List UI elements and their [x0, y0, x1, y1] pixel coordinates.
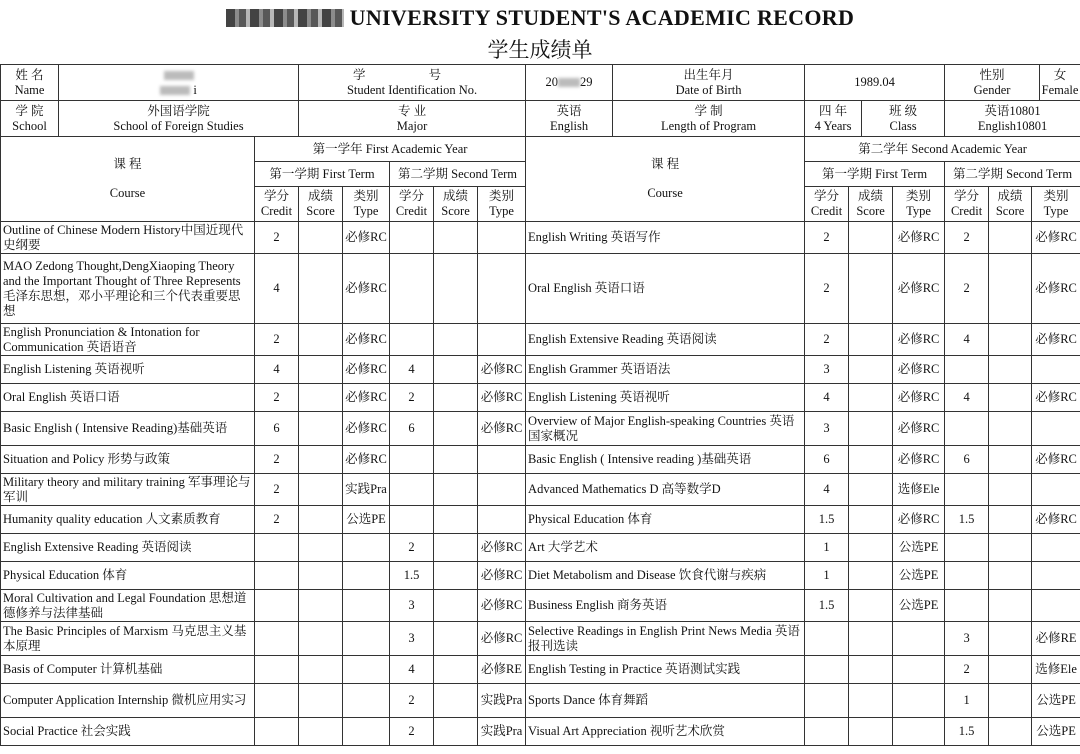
course-name-right: Business English 商务英语	[526, 590, 805, 622]
cell-credit: 6	[945, 446, 989, 474]
cell-score	[434, 324, 478, 356]
course-name-left: Outline of Chinese Modern History中国近现代史纲要	[1, 222, 255, 254]
cell-credit: 2	[255, 506, 299, 534]
cell-credit	[390, 446, 434, 474]
cell-score	[434, 622, 478, 656]
cell-score	[989, 684, 1032, 718]
student-id-label: 学 号 Student Identification No.	[299, 65, 526, 101]
course-name-right: Advanced Mathematics D 高等数学D	[526, 474, 805, 506]
cell-score	[434, 356, 478, 384]
cell-credit: 2	[805, 324, 849, 356]
cell-credit: 2	[945, 222, 989, 254]
cell-score	[989, 254, 1032, 324]
course-name-right: English Testing in Practice 英语测试实践	[526, 656, 805, 684]
cell-type: 实践Pra	[478, 684, 526, 718]
cell-type: 选修Ele	[1032, 656, 1080, 684]
cell-type	[343, 684, 390, 718]
col-credit: 学分 Credit	[945, 187, 989, 222]
cell-score	[849, 222, 893, 254]
cell-score	[299, 656, 343, 684]
cell-credit	[390, 506, 434, 534]
cell-score	[989, 718, 1032, 746]
cell-type	[478, 446, 526, 474]
table-row	[1, 622, 1080, 656]
cell-type: 必修RC	[893, 254, 945, 324]
table-row	[1, 356, 1080, 384]
cell-credit: 3	[390, 590, 434, 622]
cell-score	[434, 656, 478, 684]
gender-value: 女 Female	[1041, 67, 1079, 97]
cell-score	[989, 222, 1032, 254]
cell-type: 必修RC	[343, 384, 390, 412]
cell-credit: 4	[945, 324, 989, 356]
cell-credit: 1.5	[945, 506, 989, 534]
course-name-right: Physical Education 体育	[526, 506, 805, 534]
cell-credit: 6	[390, 412, 434, 446]
cell-score	[849, 324, 893, 356]
cell-type: 必修RC	[478, 384, 526, 412]
document-title	[0, 0, 1080, 36]
cell-type: 必修RC	[1032, 384, 1080, 412]
cell-score	[849, 254, 893, 324]
cell-score	[849, 474, 893, 506]
cell-credit: 6	[805, 446, 849, 474]
student-id-value: 20 29	[526, 65, 613, 100]
col-score: 成绩 Score	[989, 187, 1032, 222]
cell-score	[849, 622, 893, 656]
course-name-left: Oral English 英语口语	[1, 384, 255, 412]
y1-term2-header: 第二学期 Second Term	[390, 162, 526, 187]
cell-score	[849, 534, 893, 562]
course-name-right: Basic English ( Intensive reading )基础英语	[526, 446, 805, 474]
col-credit: 学分 Credit	[805, 187, 849, 222]
cell-type	[893, 718, 945, 746]
course-name-left: Basic English ( Intensive Reading)基础英语	[1, 412, 255, 446]
cell-credit: 2	[945, 656, 989, 684]
major-value: 英语 English	[526, 101, 613, 136]
cell-score	[989, 506, 1032, 534]
course-name-left: English Extensive Reading 英语阅读	[1, 534, 255, 562]
col-score: 成绩 Score	[434, 187, 478, 222]
cell-credit: 2	[255, 446, 299, 474]
cell-type: 必修RC	[893, 222, 945, 254]
course-name-right: Oral English 英语口语	[526, 254, 805, 324]
cell-credit	[945, 590, 989, 622]
course-name-right: Diet Metabolism and Disease 饮食代谢与疾病	[526, 562, 805, 590]
info-row-2	[1, 101, 1080, 137]
cell-type: 必修RC	[893, 446, 945, 474]
document-subtitle: 学生成绩单	[487, 38, 593, 62]
cell-type	[478, 474, 526, 506]
cell-credit	[255, 622, 299, 656]
cell-score	[299, 506, 343, 534]
cell-credit: 4	[805, 384, 849, 412]
cell-score	[434, 718, 478, 746]
cell-type	[343, 562, 390, 590]
cell-score	[434, 446, 478, 474]
header-row-year	[1, 137, 1080, 162]
cell-type: 必修RC	[343, 356, 390, 384]
cell-type	[478, 254, 526, 324]
cell-score	[299, 356, 343, 384]
course-header-right: 课 程 Course	[526, 137, 805, 222]
cell-score	[989, 474, 1032, 506]
cell-credit: 4	[945, 384, 989, 412]
dob-label: 出生年月 Date of Birth	[675, 67, 742, 97]
cell-score	[989, 622, 1032, 656]
cell-credit	[805, 718, 849, 746]
course-name-right: English Listening 英语视听	[526, 384, 805, 412]
course-name-right: Sports Dance 体育舞蹈	[526, 684, 805, 718]
course-name-right: English Writing 英语写作	[526, 222, 805, 254]
cell-score	[299, 534, 343, 562]
cell-credit: 1	[945, 684, 989, 718]
col-score: 成绩 Score	[849, 187, 893, 222]
cell-score	[299, 222, 343, 254]
course-name-left: Computer Application Internship 微机应用实习	[1, 684, 255, 718]
cell-type	[478, 506, 526, 534]
cell-type	[343, 718, 390, 746]
class-value: 英语10801 English10801	[945, 101, 1080, 137]
cell-credit	[945, 356, 989, 384]
cell-score	[434, 562, 478, 590]
cell-type: 必修RC	[893, 324, 945, 356]
cell-credit: 3	[945, 622, 989, 656]
cell-credit	[255, 718, 299, 746]
col-score: 成绩 Score	[299, 187, 343, 222]
table-row	[1, 506, 1080, 534]
cell-credit: 2	[255, 324, 299, 356]
cell-score	[849, 506, 893, 534]
cell-score	[849, 718, 893, 746]
cell-type: 必修RC	[478, 356, 526, 384]
cell-type: 必修RC	[893, 506, 945, 534]
course-header-left: 课 程 Course	[1, 137, 255, 222]
cell-type: 必修RC	[1032, 222, 1080, 254]
cell-type: 公选PE	[343, 506, 390, 534]
y2-term2-header: 第二学期 Second Term	[945, 162, 1080, 187]
table-row	[1, 562, 1080, 590]
length-value: 四 年 4 Years	[805, 101, 862, 136]
table-row	[1, 534, 1080, 562]
cell-credit	[255, 534, 299, 562]
table-row	[1, 718, 1080, 746]
cell-score	[299, 684, 343, 718]
cell-type: 公选PE	[893, 562, 945, 590]
course-name-left: Physical Education 体育	[1, 562, 255, 590]
cell-credit: 4	[390, 356, 434, 384]
course-name-left: Social Practice 社会实践	[1, 718, 255, 746]
cell-score	[989, 356, 1032, 384]
cell-credit	[805, 622, 849, 656]
cell-credit: 2	[390, 534, 434, 562]
class-label: 班 级 Class	[888, 103, 918, 133]
y2-term1-header: 第一学期 First Term	[805, 162, 945, 187]
cell-type: 公选PE	[1032, 684, 1080, 718]
year1-header: 第一学年 First Academic Year	[255, 137, 526, 162]
cell-credit: 1.5	[945, 718, 989, 746]
cell-score	[434, 384, 478, 412]
cell-type	[1032, 590, 1080, 622]
course-name-right: English Grammer 英语语法	[526, 356, 805, 384]
cell-credit: 1	[805, 562, 849, 590]
cell-credit: 6	[255, 412, 299, 446]
cell-type	[478, 222, 526, 254]
cell-type: 必修RC	[343, 222, 390, 254]
cell-type	[893, 656, 945, 684]
cell-type: 必修RC	[1032, 446, 1080, 474]
cell-type: 必修RC	[478, 622, 526, 656]
cell-credit: 3	[390, 622, 434, 656]
table-row	[1, 412, 1080, 446]
table-row	[1, 446, 1080, 474]
cell-type: 必修RC	[893, 356, 945, 384]
school-label: 学 院 School	[1, 101, 59, 136]
cell-score	[434, 534, 478, 562]
cell-score	[299, 254, 343, 324]
cell-score	[849, 562, 893, 590]
course-name-left: Moral Cultivation and Legal Foundation 思想道德修养与法律基础	[1, 590, 255, 622]
cell-score	[989, 534, 1032, 562]
cell-score	[299, 384, 343, 412]
cell-credit: 2	[255, 474, 299, 506]
cell-score	[989, 324, 1032, 356]
cell-score	[434, 506, 478, 534]
course-rows	[1, 222, 1080, 746]
cell-credit	[255, 656, 299, 684]
cell-type	[478, 324, 526, 356]
table-row	[1, 684, 1080, 718]
length-label: 学 制 Length of Program	[660, 103, 757, 133]
cell-credit: 3	[805, 412, 849, 446]
course-name-right: Overview of Major English-speaking Countries 英语国家概况	[526, 412, 805, 446]
cell-credit	[255, 590, 299, 622]
cell-score	[299, 324, 343, 356]
cell-type: 必修RE	[1032, 622, 1080, 656]
cell-credit: 1.5	[390, 562, 434, 590]
col-type: 类别 Type	[343, 187, 390, 222]
cell-credit	[945, 534, 989, 562]
cell-type: 实践Pra	[343, 474, 390, 506]
cell-credit	[945, 562, 989, 590]
cell-credit	[945, 474, 989, 506]
cell-credit: 2	[805, 254, 849, 324]
y1-term1-header: 第一学期 First Term	[255, 162, 390, 187]
course-name-right: Selective Readings in English Print News Media 英语报刊选读	[526, 622, 805, 656]
table-row	[1, 590, 1080, 622]
cell-credit	[390, 324, 434, 356]
document-title-text: UNIVERSITY STUDENT'S ACADEMIC RECORD	[349, 5, 855, 30]
cell-score	[434, 474, 478, 506]
cell-type	[1032, 562, 1080, 590]
course-name-right: Art 大学艺术	[526, 534, 805, 562]
cell-score	[299, 562, 343, 590]
cell-type: 实践Pra	[478, 718, 526, 746]
table-row	[1, 324, 1080, 356]
course-name-left: Humanity quality education 人文素质教育	[1, 506, 255, 534]
year2-header: 第二学年 Second Academic Year	[805, 137, 1080, 162]
cell-type	[343, 656, 390, 684]
course-name-left: English Listening 英语视听	[1, 356, 255, 384]
cell-credit: 2	[255, 222, 299, 254]
course-name-left: Situation and Policy 形势与政策	[1, 446, 255, 474]
dob-value: 1989.04	[805, 65, 945, 101]
academic-record-table	[0, 64, 1080, 746]
cell-type: 必修RC	[1032, 324, 1080, 356]
cell-score	[989, 656, 1032, 684]
info-row-1	[1, 65, 1080, 101]
cell-type	[343, 534, 390, 562]
cell-type	[343, 590, 390, 622]
cell-credit: 1.5	[805, 590, 849, 622]
cell-type: 必修RC	[1032, 506, 1080, 534]
table-row	[1, 656, 1080, 684]
cell-type	[1032, 474, 1080, 506]
col-type: 类别 Type	[893, 187, 945, 222]
col-credit: 学分 Credit	[390, 187, 434, 222]
cell-credit: 4	[255, 356, 299, 384]
cell-credit	[805, 684, 849, 718]
cell-score	[989, 384, 1032, 412]
table-row	[1, 222, 1080, 254]
cell-type: 公选PE	[893, 534, 945, 562]
cell-credit	[390, 474, 434, 506]
course-name-left: English Pronunciation & Intonation for Communication 英语语音	[1, 324, 255, 356]
cell-score	[849, 412, 893, 446]
cell-score	[299, 474, 343, 506]
cell-type	[1032, 534, 1080, 562]
cell-score	[434, 254, 478, 324]
course-name-right: English Extensive Reading 英语阅读	[526, 324, 805, 356]
cell-score	[299, 590, 343, 622]
cell-score	[434, 412, 478, 446]
cell-type: 必修RE	[478, 656, 526, 684]
course-name-left: Basis of Computer 计算机基础	[1, 656, 255, 684]
cell-credit	[255, 684, 299, 718]
cell-score	[849, 446, 893, 474]
cell-score	[299, 412, 343, 446]
course-name-left: The Basic Principles of Marxism 马克思主义基本原理	[1, 622, 255, 656]
cell-score	[434, 222, 478, 254]
cell-score	[849, 384, 893, 412]
cell-score	[434, 684, 478, 718]
cell-score	[989, 590, 1032, 622]
cell-score	[849, 356, 893, 384]
cell-credit: 2	[945, 254, 989, 324]
cell-score	[434, 590, 478, 622]
cell-credit: 2	[390, 384, 434, 412]
cell-type: 选修Ele	[893, 474, 945, 506]
cell-score	[989, 446, 1032, 474]
cell-type	[893, 622, 945, 656]
cell-score	[849, 656, 893, 684]
cell-score	[849, 590, 893, 622]
school-value: 外国语学院 School of Foreign Studies	[113, 103, 244, 133]
cell-type: 必修RC	[343, 412, 390, 446]
cell-score	[989, 412, 1032, 446]
col-type: 类别 Type	[1032, 187, 1080, 222]
cell-type: 必修RC	[343, 446, 390, 474]
col-credit: 学分 Credit	[255, 187, 299, 222]
major-label: 专 业 Major	[299, 101, 526, 137]
cell-credit	[390, 254, 434, 324]
cell-credit: 4	[390, 656, 434, 684]
cell-credit: 1	[805, 534, 849, 562]
cell-credit	[945, 412, 989, 446]
cell-credit	[255, 562, 299, 590]
name-value: i	[59, 65, 298, 100]
cell-credit: 4	[805, 474, 849, 506]
table-row	[1, 254, 1080, 324]
cell-type: 必修RC	[343, 254, 390, 324]
cell-credit	[805, 656, 849, 684]
cell-type: 必修RC	[478, 562, 526, 590]
cell-type: 必修RC	[893, 412, 945, 446]
table-row	[1, 384, 1080, 412]
cell-score	[989, 562, 1032, 590]
cell-type: 必修RC	[893, 384, 945, 412]
cell-credit: 2	[805, 222, 849, 254]
cell-credit: 4	[255, 254, 299, 324]
gender-label: 性别 Gender	[945, 65, 1040, 100]
cell-type: 公选PE	[1032, 718, 1080, 746]
cell-credit: 3	[805, 356, 849, 384]
cell-credit: 2	[390, 684, 434, 718]
redacted-university-name	[226, 9, 344, 27]
cell-score	[299, 622, 343, 656]
cell-type: 必修RC	[1032, 254, 1080, 324]
course-name-left: Military theory and military training 军事理论与军训	[1, 474, 255, 506]
cell-score	[299, 718, 343, 746]
cell-score	[299, 446, 343, 474]
cell-type	[1032, 412, 1080, 446]
cell-credit: 2	[390, 718, 434, 746]
table-row	[1, 474, 1080, 506]
cell-type	[343, 622, 390, 656]
cell-type: 公选PE	[893, 590, 945, 622]
course-name-right: Visual Art Appreciation 视听艺术欣赏	[526, 718, 805, 746]
cell-credit: 2	[255, 384, 299, 412]
cell-type	[893, 684, 945, 718]
cell-credit	[390, 222, 434, 254]
cell-type: 必修RC	[478, 412, 526, 446]
cell-type: 必修RC	[343, 324, 390, 356]
cell-type: 必修RC	[478, 534, 526, 562]
cell-credit: 1.5	[805, 506, 849, 534]
cell-type	[1032, 356, 1080, 384]
name-label: 姓 名 Name	[1, 65, 59, 100]
course-name-left: MAO Zedong Thought,DengXiaoping Theory and the Important Thought of Three Represents 毛泽东思想，邓小平理论和三个代表重要思想	[1, 254, 255, 324]
cell-type: 必修RC	[478, 590, 526, 622]
cell-score	[849, 684, 893, 718]
col-type: 类别 Type	[478, 187, 526, 222]
